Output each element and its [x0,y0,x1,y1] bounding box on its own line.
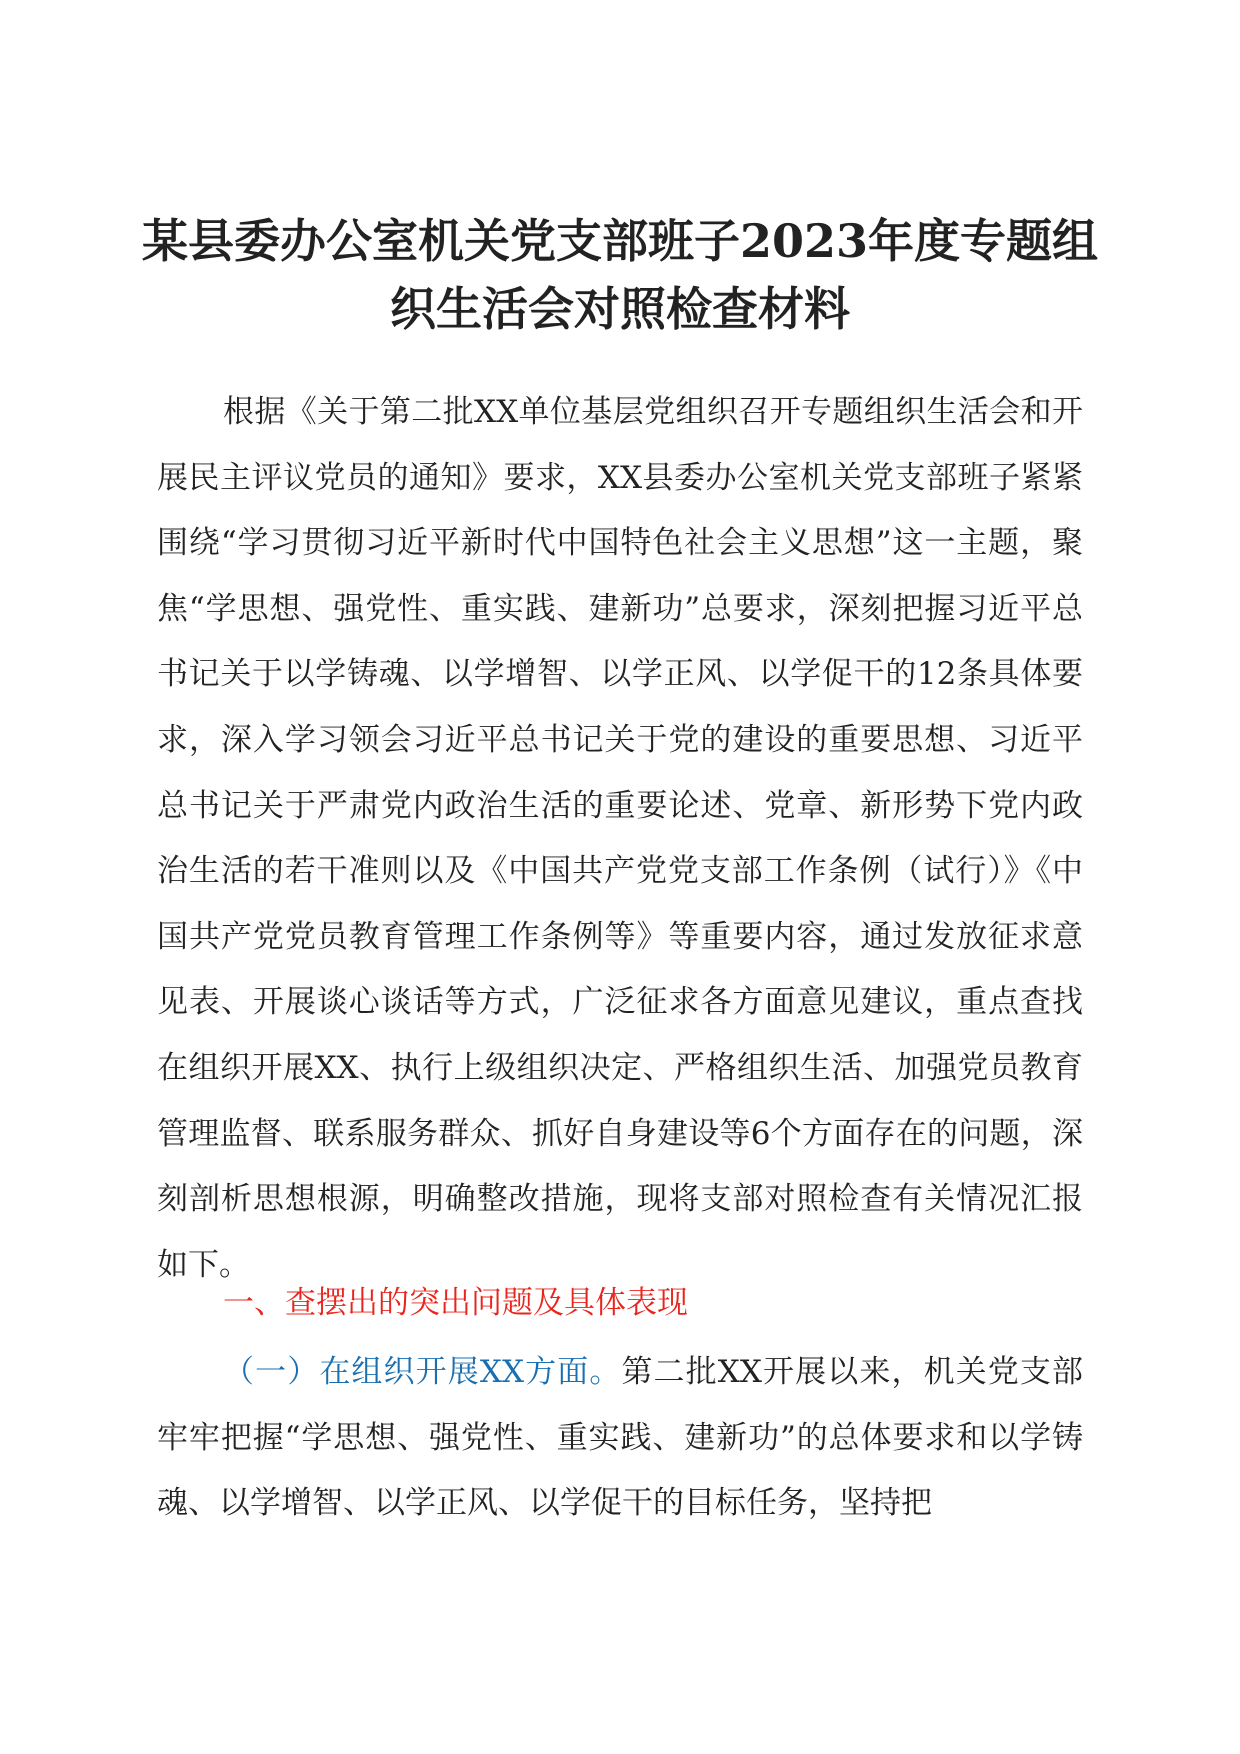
section-heading: 一、查摆出的突出问题及具体表现 [223,1285,688,1321]
intro-paragraph: 根据《关于第二批XX单位基层党组织召开专题组织生活会和开展民主评议党员的通知》要求，XX县委办公室机关党支部班子紧紧围绕“学习贯彻习近平新时代中国特色社会主义思想”这一主题，聚焦“学思想、强党性、重实践、建新功”总要求，深刻把握习近平总书记关于以学铸魂、以学增智、以学正风、以学促干的12条具体要求，深入学习领会习近平总书记关于党的建设的重要思想、习近平总书记关于严肃党内政治生活的重要论述、党章、新形势下党内政治生活的若干准则以及《中国共产党党支部工作条例（试行）》《中国共产党党员教育管理工作条例等》等重要内容，通过发放征求意见表、开展谈心谈话等方式，广泛征求各方面意见建议，重点查找在组织开展XX、执行上级组织决定、严格组织生活、加强党员教育管理监督、联系服务群众、抓好自身建设等6个方面存在的问题，深刻剖析思想根源，明确整改措施，现将支部对照检查有关情况汇报如下。 [157,394,1083,1283]
title-line-2: 织生活会对照检查材料 [390,282,850,336]
subsection-text: 第二批XX开展以来，机关党支部牢牢把握“学思想、强党性、重实践、建新功”的总体要求和以学铸魂、以学增智、以学正风、以学促干的目标任务，坚持把 [157,1354,1084,1522]
document-title [140,207,1100,343]
subsection-heading: （一）在组织开展XX方面。 [223,1354,622,1390]
title-line-1: 某县委办公室机关党支部班子2023年度专题组 [141,214,1099,268]
section-paragraph [157,1340,1083,1537]
